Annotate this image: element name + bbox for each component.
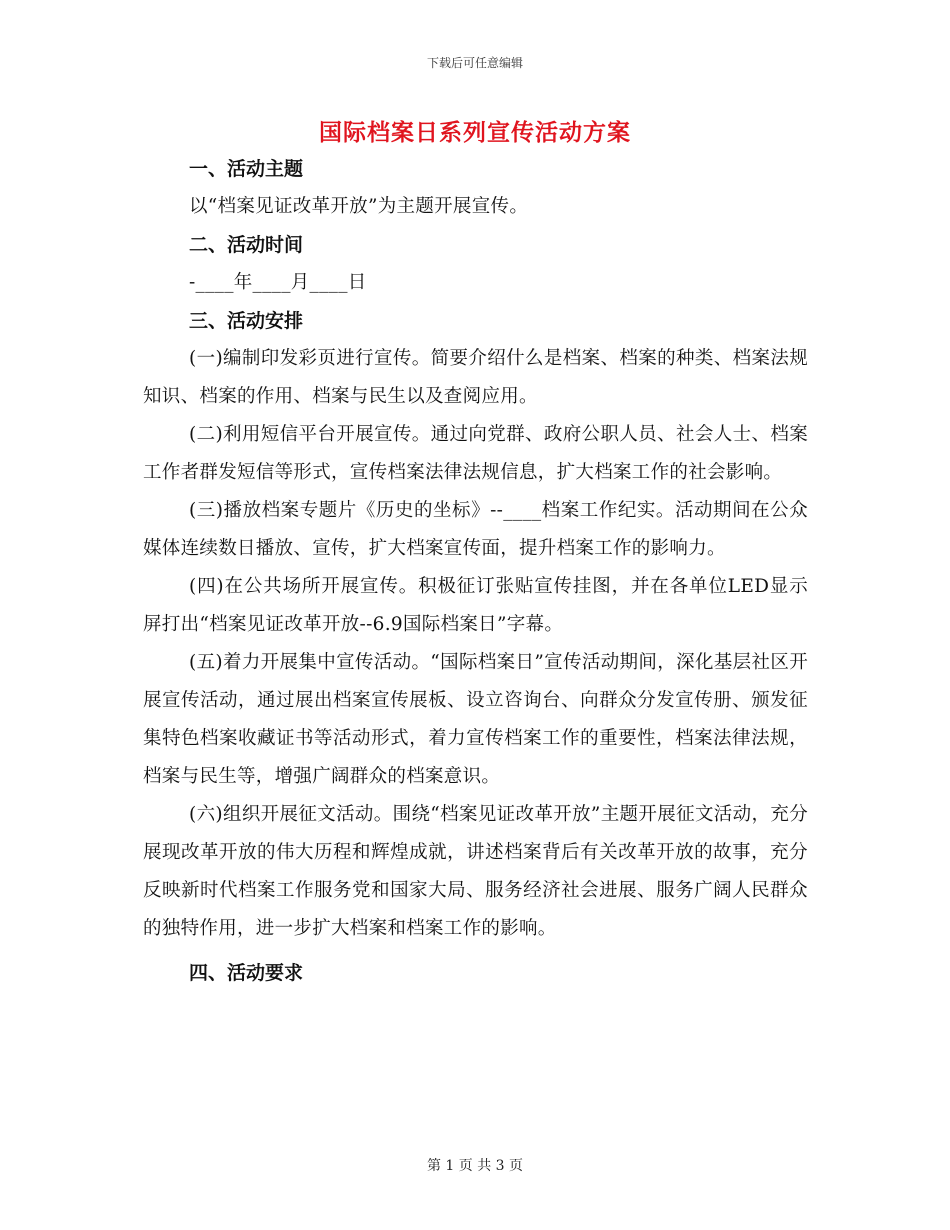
section-heading-theme: 一、活动主题 (189, 158, 304, 180)
document-body (143, 150, 808, 992)
arrangement-item-1: (一)编制印发彩页进行宣传。简要介绍什么是档案、档案的种类、档案法规知识、档案的作用、档案与民生以及查阅应用。 (143, 348, 808, 407)
arrangement-item-4: (四)在公共场所开展宣传。积极征订张贴宣传挂图，并在各单位LED显示屏打出“档案见证改革开放--6.9国际档案日”字幕。 (143, 576, 808, 635)
section-heading-arrangement: 三、活动安排 (189, 310, 304, 332)
section-heading-requirements: 四、活动要求 (189, 962, 304, 984)
arrangement-item-6: (六)组织开展征文活动。围绕“档案见证改革开放”主题开展征文活动，充分展现改革开放的伟大历程和辉煌成就，讲述档案背后有关改革开放的故事，充分反映新时代档案工作服务党和国家大局、服务经济社会进展、服务广阔人民群众的独特作用，进一步扩大档案和档案工作的影响。 (143, 804, 808, 939)
header-note: 下载后可任意编辑 (426, 56, 523, 70)
document-title: 国际档案日系列宣传活动方案 (319, 119, 631, 146)
page-footer: 第 1 页 共 3 页 (426, 1158, 524, 1174)
time-text: -____年____月____日 (189, 272, 367, 293)
theme-text: 以“档案见证改革开放”为主题开展宣传。 (189, 196, 529, 217)
arrangement-item-5: (五)着力开展集中宣传活动。“国际档案日”宣传活动期间，深化基层社区开展宣传活动，通过展出档案宣传展板、设立咨询台、向群众分发宣传册、颁发征集特色档案收藏证书等活动形式，着力宣传档案工作的重要性，档案法律法规，档案与民生等，增强广阔群众的档案意识。 (143, 652, 808, 787)
section-heading-time: 二、活动时间 (189, 234, 304, 256)
arrangement-item-3: (三)播放档案专题片《历史的坐标》--____档案工作纪实。活动期间在公众媒体连续数日播放、宣传，扩大档案宣传面，提升档案工作的影响力。 (143, 500, 808, 559)
arrangement-item-2: (二)利用短信平台开展宣传。通过向党群、政府公职人员、社会人士、档案工作者群发短信等形式，宣传档案法律法规信息，扩大档案工作的社会影响。 (143, 424, 808, 483)
